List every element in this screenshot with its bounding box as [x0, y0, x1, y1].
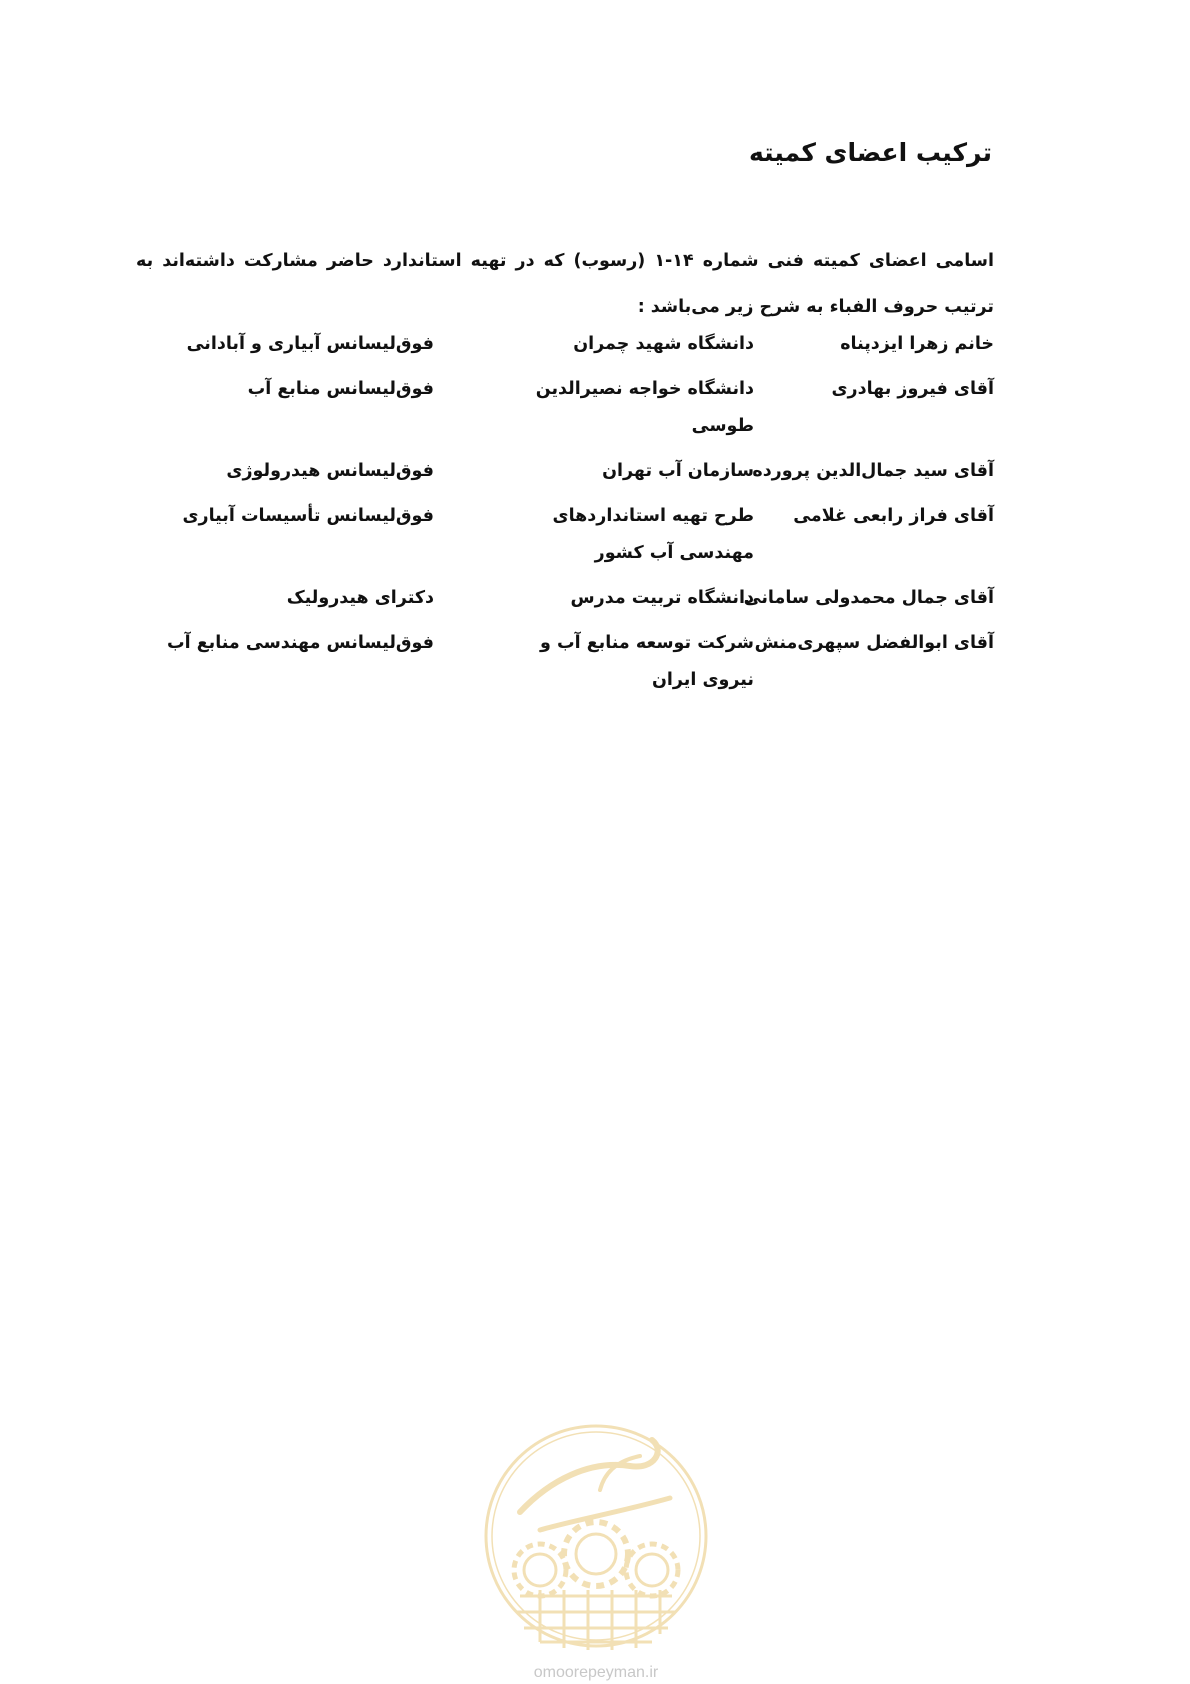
watermark-logo-icon — [480, 1420, 712, 1652]
member-organization: دانشگاه تربیت مدرس — [570, 588, 754, 608]
intro-paragraph: اسامی اعضای کمیته فنی شماره ۱۴-۱ (رسوب) که در تهیه استاندارد حاضر مشارکت داشته‌اند به ترتیب حروف الفباء به شرح زیر می‌باشد : — [136, 251, 994, 317]
members-list — [136, 326, 994, 707]
member-name: آقای ابوالفضل سپهری‌منش — [754, 633, 994, 653]
member-degree: فوق‌لیسانس مهندسی منابع آب — [167, 633, 434, 653]
member-degree: فوق‌لیسانس آبیاری و آبادانی — [186, 334, 434, 354]
member-degree: دکترای هیدرولیک — [286, 588, 434, 608]
page-title: ترکیب اعضای کمیته — [748, 138, 992, 167]
member-name: آقای جمال محمدولی سامانی — [743, 588, 994, 608]
member-name: آقای فیروز بهادری — [831, 379, 994, 399]
member-organization: دانشگاه خواجه نصیرالدین طوسی — [535, 379, 754, 436]
member-row — [136, 625, 994, 699]
member-organization: دانشگاه شهید چمران — [573, 334, 754, 354]
member-name: آقای فراز رابعی غلامی — [793, 506, 994, 526]
member-row — [136, 498, 994, 572]
member-row — [136, 453, 994, 490]
member-degree: فوق‌لیسانس هیدرولوژی — [226, 461, 434, 481]
member-row — [136, 371, 994, 445]
member-name: خانم زهرا ایزدپناه — [840, 334, 994, 354]
member-degree: فوق‌لیسانس تأسیسات آبیاری — [182, 506, 434, 526]
member-organization: طرح تهیه استانداردهای مهندسی آب کشور — [552, 506, 754, 563]
member-name: آقای سید جمال‌الدین پرورده — [752, 461, 994, 481]
member-degree: فوق‌لیسانس منابع آب — [247, 379, 434, 399]
member-row — [136, 326, 994, 363]
watermark-site-text: omoorepeyman.ir — [533, 1664, 659, 1681]
member-row — [136, 580, 994, 617]
member-organization: شرکت توسعه منابع آب و نیروی ایران — [540, 633, 754, 690]
member-organization: سازمان آب تهران — [602, 461, 754, 481]
